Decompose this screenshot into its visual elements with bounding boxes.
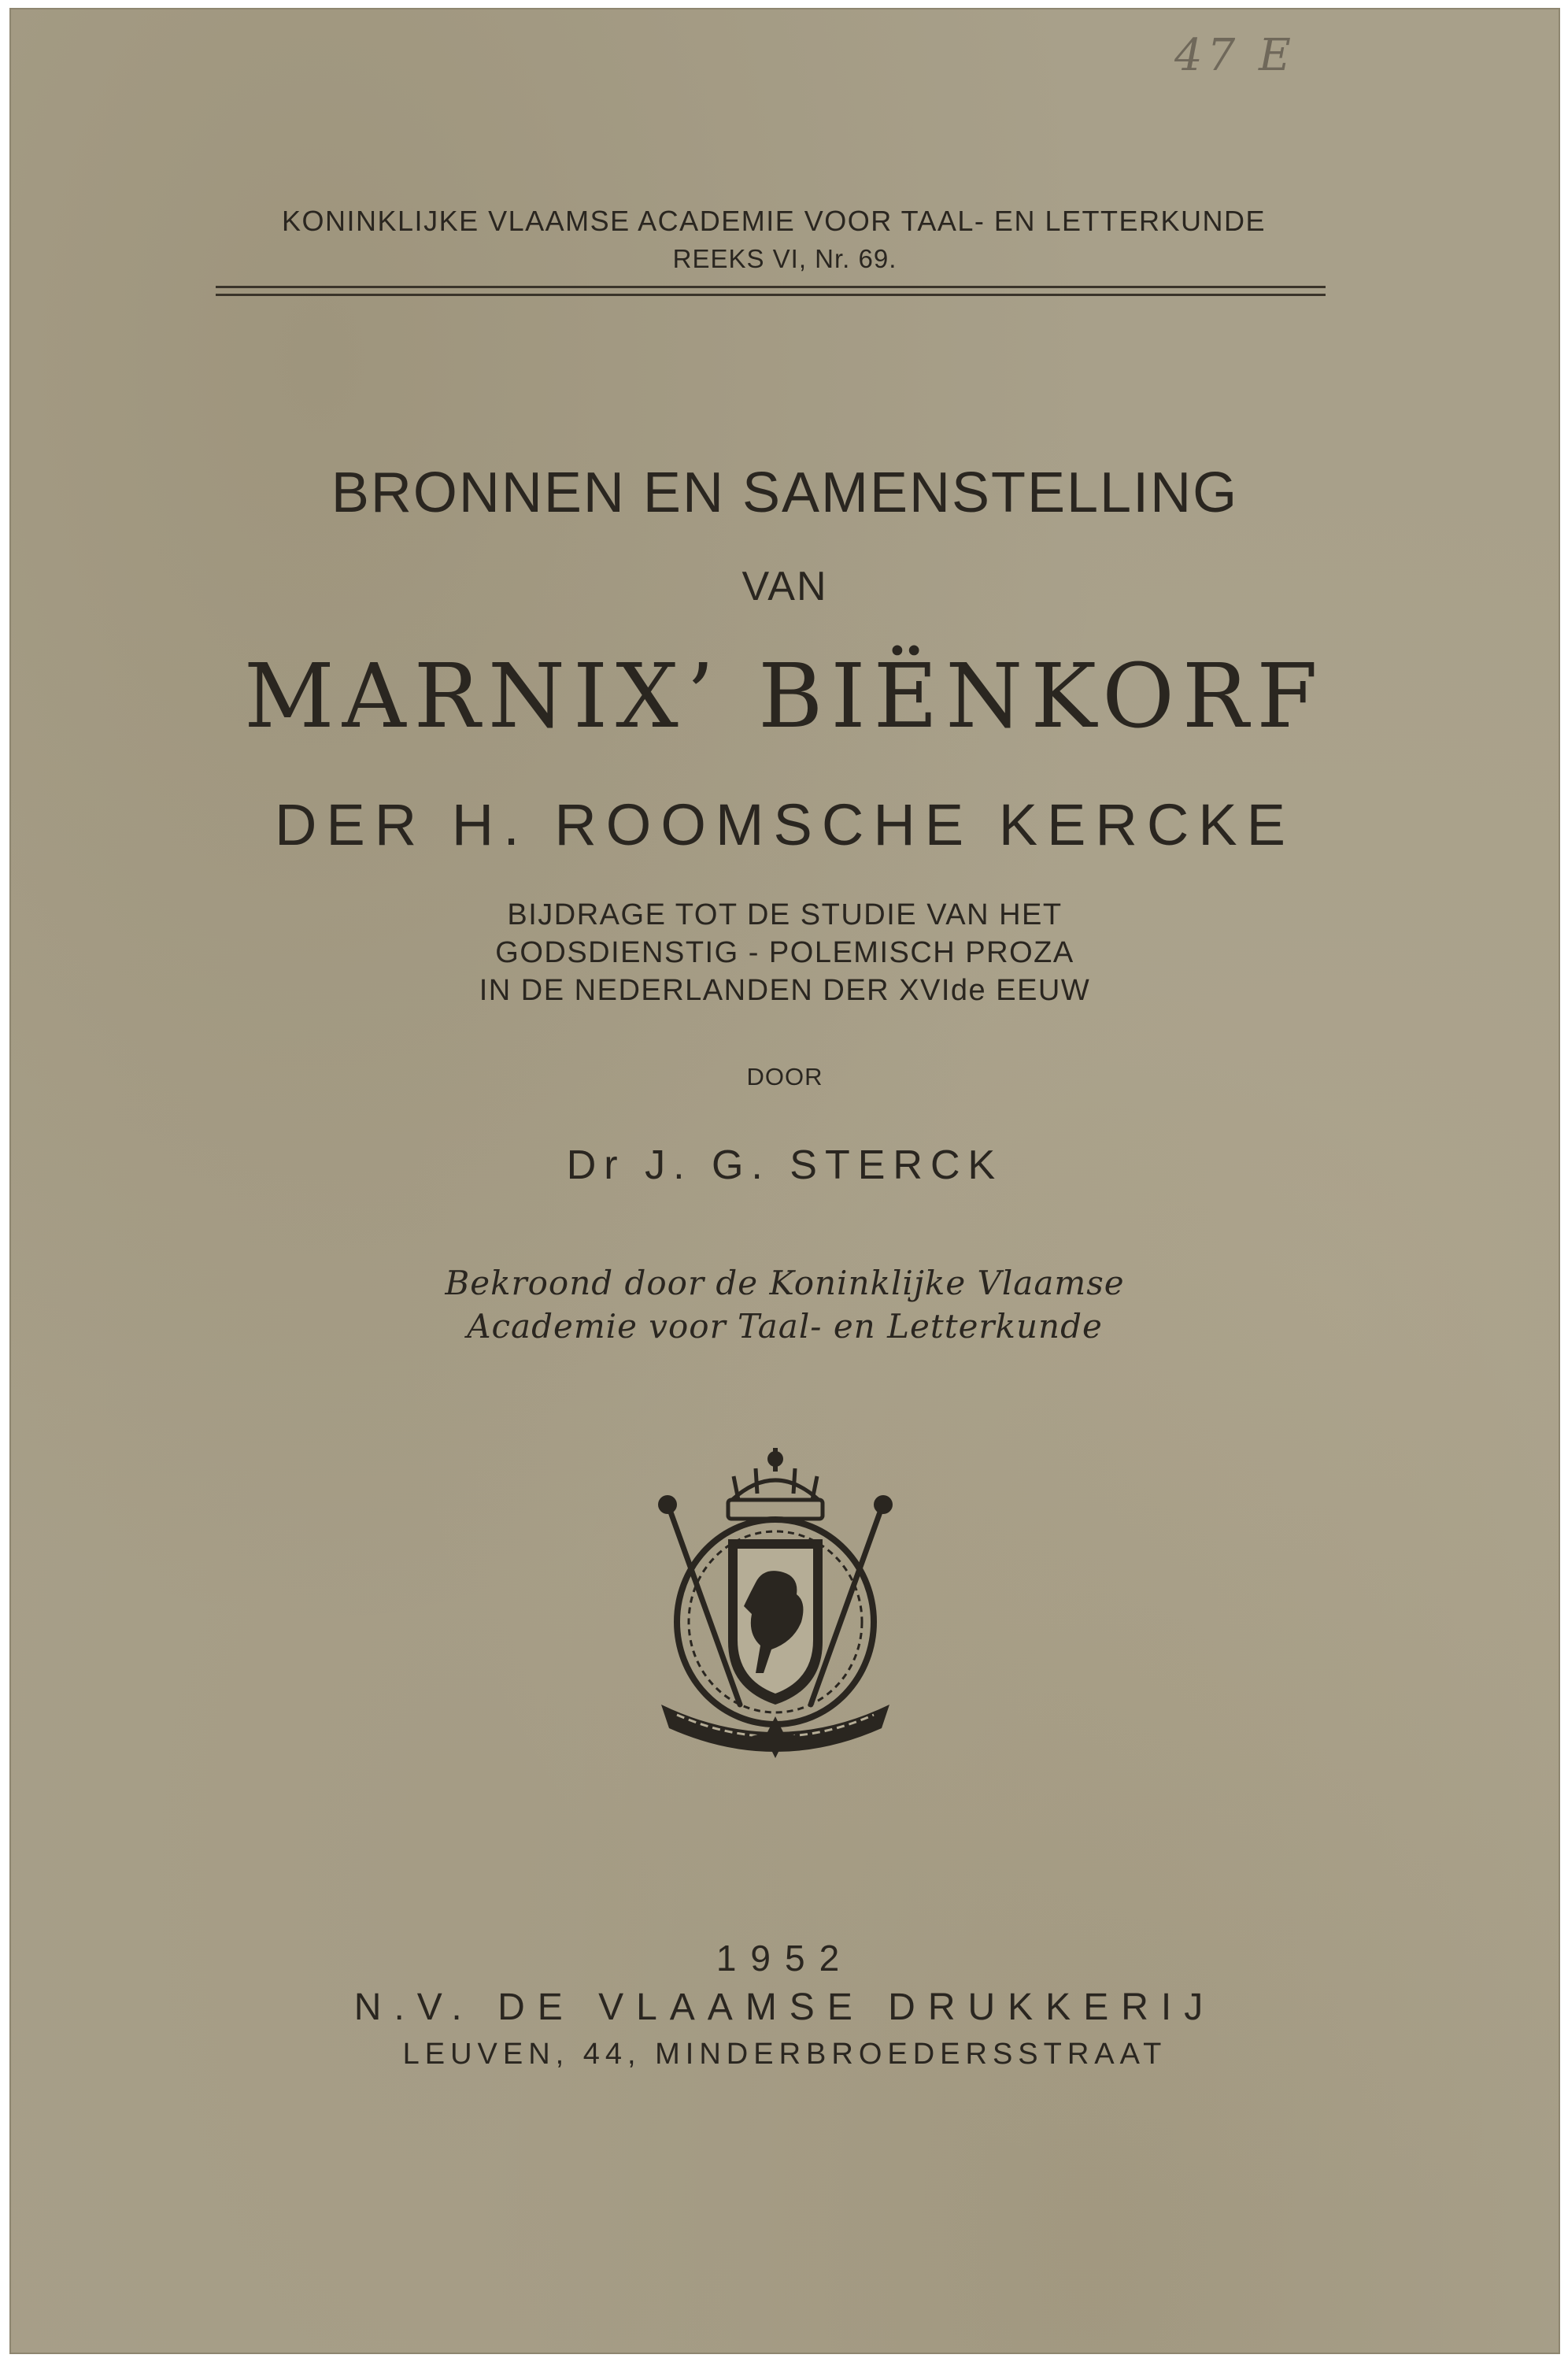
- subtitle-line-2: GODSDIENSTIG - POLEMISCH PROZA: [495, 936, 1074, 969]
- series-name: KONINKLIJKE VLAAMSE ACADEMIE VOOR TAAL- EN LETTERKUNDE: [282, 205, 1266, 237]
- double-rule-top: [216, 286, 1326, 288]
- series-number: REEKS VI, Nr. 69.: [672, 244, 897, 273]
- publisher-name: N.V. DE VLAAMSE DRUKKERIJ: [353, 1986, 1216, 2028]
- publication-year: 1952: [716, 1938, 854, 1979]
- double-rule-bottom: [216, 294, 1326, 296]
- award-line-2: Academie voor Taal- en Letterkunde: [467, 1307, 1103, 1346]
- by-label: DOOR: [746, 1063, 823, 1090]
- book-cover: [9, 8, 1560, 2354]
- belgian-coat-of-arms-emblem: [645, 1445, 905, 1760]
- title-line-1: BRONNEN EN SAMENSTELLING: [331, 461, 1239, 524]
- title-main: MARNIX’ BIËNKORF: [244, 646, 1326, 748]
- publisher-address: LEUVEN, 44, MINDERBROEDERSSTRAAT: [402, 2038, 1167, 2071]
- author-name: Dr J. G. STERCK: [566, 1142, 1004, 1188]
- title-line-4: DER H. ROOMSCHE KERCKE: [274, 792, 1296, 857]
- award-line-1: Bekroond door de Koninklijke Vlaamse: [445, 1264, 1125, 1302]
- subtitle-line-3: IN DE NEDERLANDEN DER XVIde EEUW: [479, 974, 1091, 1007]
- subtitle-line-1: BIJDRAGE TOT DE STUDIE VAN HET: [507, 898, 1063, 931]
- handwritten-shelfmark: 47 E: [1174, 30, 1296, 81]
- title-line-2: VAN: [741, 564, 828, 609]
